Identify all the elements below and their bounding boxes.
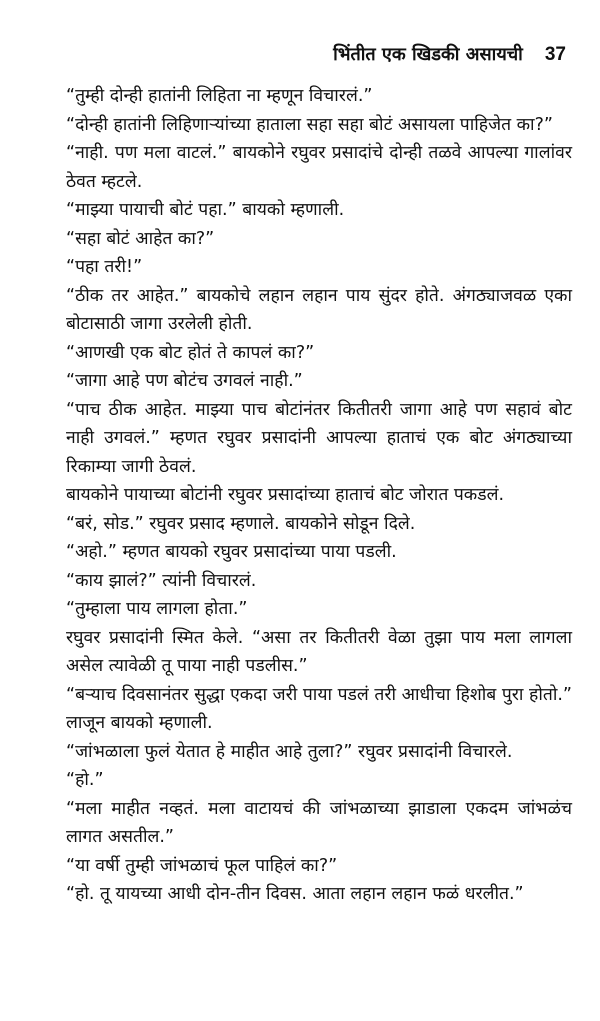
paragraph: “ठीक तर आहेत.” बायकोचे लहान लहान पाय सुंदर होते. अंगठ्याजवळ एका बोटासाठी जागा उरलेली होती. [66,285,572,334]
paragraph: “या वर्षी तुम्ही जांभळाचं फूल पाहिलं का?” [66,855,338,876]
paragraph: “अहो.” म्हणत बायको रघुवर प्रसादांच्या पाया पडली. [66,542,397,562]
paragraph: “काय झालं?” त्यांनी विचारलं. [66,570,257,591]
body-text [66,82,572,909]
running-title: भिंतीत एक खिडकी असायची [333,44,523,65]
paragraph: “सहा बोटं आहेत का?” [66,228,215,249]
paragraph: “पहा तरी!” [66,257,143,277]
paragraph: “जागा आहे पण बोटंच उगवलं नाही.” [66,371,303,391]
paragraph: “नाही. पण मला वाटलं.” बायकोने रघुवर प्रसादांचे दोन्ही तळवे आपल्या गालांवर ठेवत म्हटले. [66,143,572,192]
paragraph: “आणखी एक बोट होतं ते कापलं का?” [66,342,315,363]
paragraph: “जांभळाला फुलं येतात हे माहीत आहे तुला?” रघुवर प्रसादांनी विचारले. [66,741,513,762]
paragraph: “हो.” [66,770,104,790]
paragraph: “दोन्ही हातांनी लिहिणाऱ्यांच्या हाताला सहा सहा बोटं असायला पाहिजेत का?” [66,114,553,135]
paragraph: “पाच ठीक आहेत. माझ्या पाच बोटांनंतर कितीतरी जागा आहे पण सहावं बोट नाही उगवलं.” म्हणत रघुवर प्रसादांनी आपल्या हाताचं एक बोट अंगठ्याच्या रिकाम्या जागी ठेवलं. [66,399,572,477]
paragraph: “तुम्हाला पाय लागला होता.” [66,599,248,619]
paragraph: “मला माहीत नव्हतं. मला वाटायचं की जांभळाच्या झाडाला एकदम जांभळंच लागत असतील.” [66,798,572,847]
paragraph: “बरं, सोड.” रघुवर प्रसाद म्हणाले. बायकोने सोडून दिले. [66,513,416,534]
paragraph: “बऱ्याच दिवसानंतर सुद्धा एकदा जरी पाया पडलं तरी आधीचा हिशोब पुरा होतो.” लाजून बायको म्हणाली. [66,684,572,733]
paragraph: रघुवर प्रसादांनी स्मित केले. “असा तर कितीतरी वेळा तुझा पाय मला लागला असेल त्यावेळी तू पाया नाही पडलीस.” [66,627,572,676]
paragraph: “हो. तू यायच्या आधी दोन-तीन दिवस. आता लहान लहान फळं धरलीत.” [66,884,524,904]
page-number: 37 [544,44,566,65]
running-header [333,42,566,66]
paragraph: “माझ्या पायाची बोटं पहा.” बायको म्हणाली. [66,200,345,220]
paragraph: बायकोने पायाच्या बोटांनी रघुवर प्रसादांच्या हाताचं बोट जोरात पकडलं. [66,485,505,505]
paragraph: “तुम्ही दोन्ही हातांनी लिहिता ना म्हणून विचारलं.” [66,86,373,106]
